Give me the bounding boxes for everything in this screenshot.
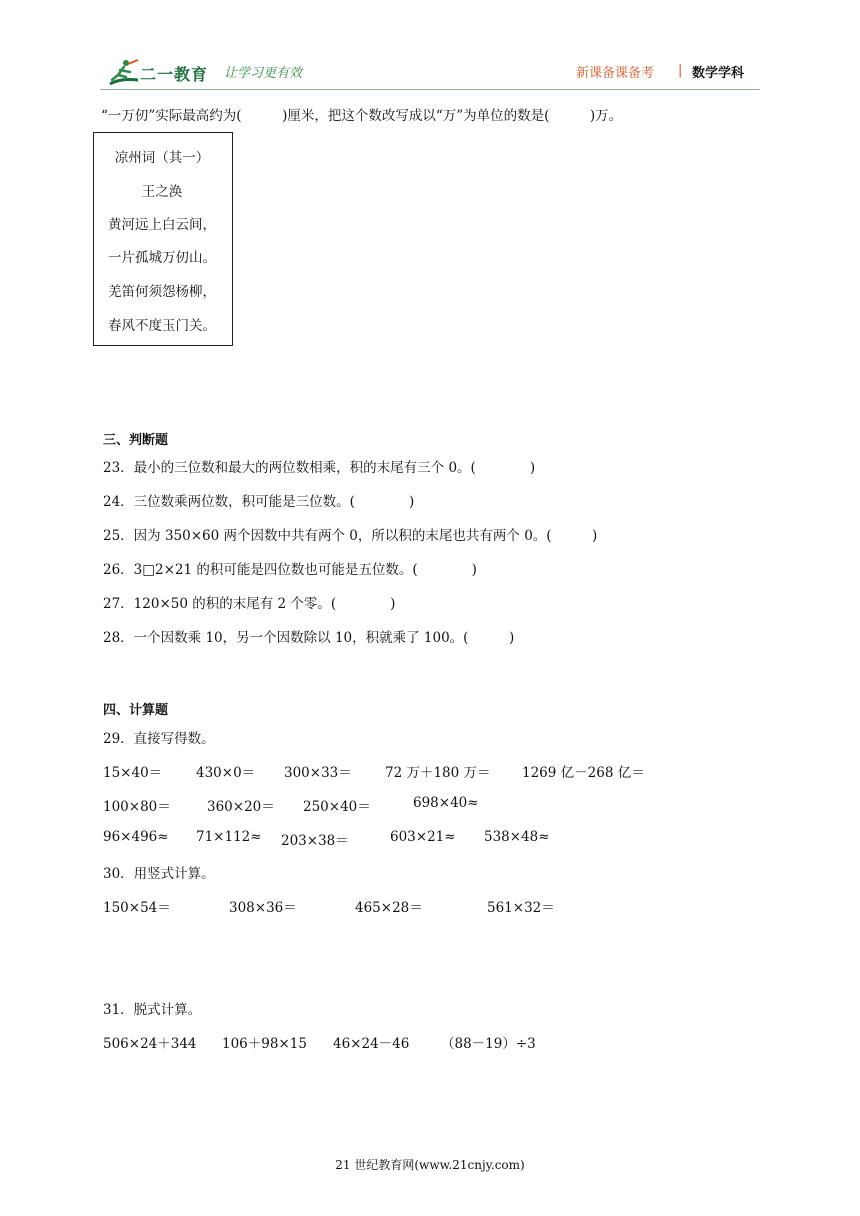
poem-line-1: 黄河远上白云间， xyxy=(108,217,216,233)
section-4-title: 四、计算题 xyxy=(103,703,169,718)
section-3-title: 三、判断题 xyxy=(103,433,169,448)
question-29: 29．直接写得数。 xyxy=(103,731,215,747)
intro-question-line: “一万仞”实际最高约为( )厘米，把这个数改写成以“万”为单位的数是( )万。 xyxy=(101,108,623,124)
poem-line-3: 羌笛何须怨杨柳， xyxy=(108,284,216,300)
calc-item: 538×48≈ xyxy=(484,829,550,845)
page-footer: 21 世纪教育网(www.21cnjy.com) xyxy=(335,1158,525,1172)
judge-item-26: 26．3□2×21 的积可能是四位数也可能是五位数。( ) xyxy=(103,562,477,578)
header-separator: | xyxy=(678,63,683,78)
judge-item-28: 28．一个因数乘 10，另一个因数除以 10，积就乘了 100。( ) xyxy=(103,630,515,646)
calc-item: 300×33＝ xyxy=(284,765,352,781)
header-subject: 数学学科 xyxy=(692,66,745,81)
calc-item: 72 万＋180 万＝ xyxy=(385,765,491,781)
poem-line-4: 春风不度玉门关。 xyxy=(108,318,216,334)
calc-item: 430×0＝ xyxy=(196,765,256,781)
logo-text: 二一教育 xyxy=(140,65,209,84)
calc-item: 203×38＝ xyxy=(281,833,349,849)
stepwise-calc-item: （88－19）÷3 xyxy=(441,1036,536,1052)
stepwise-calc-item: 106＋98×15 xyxy=(222,1036,307,1052)
question-31: 31．脱式计算。 xyxy=(103,1002,202,1018)
judge-item-24: 24．三位数乘两位数，积可能是三位数。( ) xyxy=(103,494,415,510)
vertical-calc-item: 465×28＝ xyxy=(355,900,423,916)
poem-title: 凉州词（其一） xyxy=(114,150,210,166)
calc-item: 15×40＝ xyxy=(103,765,163,781)
header-divider xyxy=(100,89,760,90)
judge-item-25: 25．因为 350×60 两个因数中共有两个 0，所以积的末尾也共有两个 0。( ) xyxy=(103,528,598,544)
calc-item: 71×112≈ xyxy=(196,829,262,845)
calc-item: 360×20＝ xyxy=(207,799,275,815)
calc-item: 698×40≈ xyxy=(413,795,479,811)
judge-item-27: 27．120×50 的积的末尾有 2 个零。( ) xyxy=(103,596,396,612)
vertical-calc-item: 561×32＝ xyxy=(487,900,555,916)
vertical-calc-item: 150×54＝ xyxy=(103,900,171,916)
poem-author: 王之涣 xyxy=(141,184,183,200)
calc-item: 1269 亿－268 亿＝ xyxy=(522,765,645,781)
header-slogan: 让学习更有效 xyxy=(224,66,303,81)
poem-line-2: 一片孤城万仞山。 xyxy=(108,250,216,266)
calc-item: 100×80＝ xyxy=(103,799,171,815)
calc-item: 603×21≈ xyxy=(390,829,456,845)
judge-item-23: 23．最小的三位数和最大的两位数相乘，积的末尾有三个 0。( ) xyxy=(103,460,536,476)
runner-logo-icon xyxy=(104,58,144,88)
calc-item: 250×40＝ xyxy=(303,799,371,815)
question-30: 30．用竖式计算。 xyxy=(103,866,215,882)
calc-item: 96×496≈ xyxy=(103,829,169,845)
vertical-calc-item: 308×36＝ xyxy=(229,900,297,916)
stepwise-calc-item: 46×24－46 xyxy=(333,1036,410,1052)
stepwise-calc-item: 506×24＋344 xyxy=(103,1036,197,1052)
header-right-text: 新课备课备考 xyxy=(576,66,655,81)
